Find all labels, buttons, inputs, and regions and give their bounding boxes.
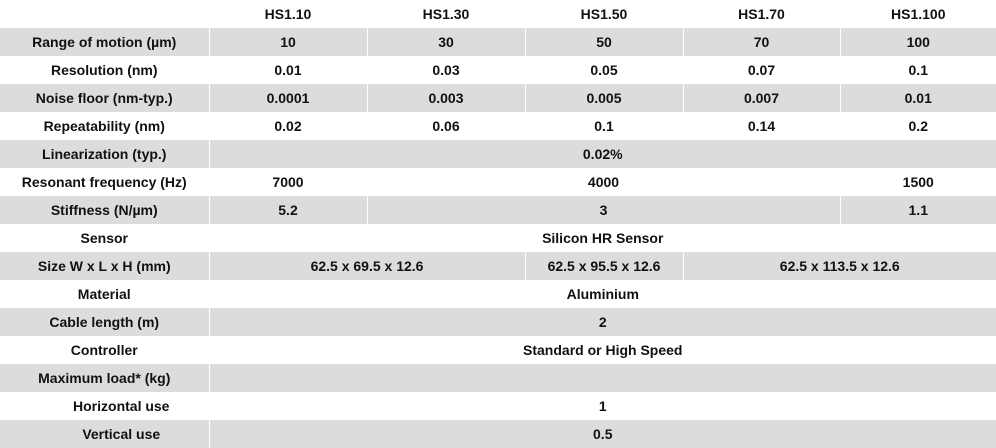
table-row-resonant-frequency bbox=[0, 168, 996, 196]
cell-sensor-all: Silicon HR Sensor bbox=[209, 224, 996, 252]
cell-controller-all: Standard or High Speed bbox=[209, 336, 996, 364]
model-header-hs1-70: HS1.70 bbox=[683, 0, 840, 28]
table-row-sensor bbox=[0, 224, 996, 252]
header-corner-cell bbox=[0, 0, 209, 28]
table-row-resolution bbox=[0, 56, 996, 84]
cell-size-hs1-10-30: 62.5 x 69.5 x 12.6 bbox=[209, 252, 525, 280]
cell-range-hs1-100: 100 bbox=[840, 28, 996, 56]
table-row-cable-length bbox=[0, 308, 996, 336]
cell-repeatability-hs1-70: 0.14 bbox=[683, 112, 840, 140]
table-row-repeatability bbox=[0, 112, 996, 140]
cell-stiffness-hs1-100: 1.1 bbox=[840, 196, 996, 224]
row-label-controller: Controller bbox=[70, 342, 138, 358]
row-label-vertical-use: Vertical use bbox=[0, 420, 209, 448]
cell-resolution-hs1-100: 0.1 bbox=[840, 56, 996, 84]
model-header-hs1-50: HS1.50 bbox=[525, 0, 683, 28]
table-row-material bbox=[0, 280, 996, 308]
cell-stiffness-hs1-10: 5.2 bbox=[209, 196, 367, 224]
row-label-range-of-motion: Range of motion (µm) bbox=[0, 28, 209, 56]
table-row-range-of-motion bbox=[0, 28, 996, 56]
row-label-horizontal-use: Horizontal use bbox=[73, 398, 170, 414]
cell-horizontal-use-all: 1 bbox=[209, 392, 996, 420]
row-label-size: Size W x L x H (mm) bbox=[0, 252, 209, 280]
row-label-noise-floor: Noise floor (nm-typ.) bbox=[0, 84, 209, 112]
cell-noise-hs1-30: 0.003 bbox=[367, 84, 525, 112]
cell-noise-hs1-70: 0.007 bbox=[683, 84, 840, 112]
table-row-vertical-use bbox=[0, 420, 996, 448]
table-row-controller bbox=[0, 336, 996, 364]
header-row bbox=[0, 0, 996, 28]
cell-repeatability-hs1-30: 0.06 bbox=[367, 112, 525, 140]
cell-repeatability-hs1-100: 0.2 bbox=[840, 112, 996, 140]
cell-resolution-hs1-30: 0.03 bbox=[367, 56, 525, 84]
table-row-stiffness bbox=[0, 196, 996, 224]
cell-size-hs1-50: 62.5 x 95.5 x 12.6 bbox=[525, 252, 683, 280]
cell-noise-hs1-50: 0.005 bbox=[525, 84, 683, 112]
row-label-linearization: Linearization (typ.) bbox=[0, 140, 209, 168]
cell-linearization-all: 0.02% bbox=[209, 140, 996, 168]
cell-resolution-hs1-70: 0.07 bbox=[683, 56, 840, 84]
cell-resolution-hs1-10: 0.01 bbox=[209, 56, 367, 84]
cell-stiffness-hs1-30-70: 3 bbox=[367, 196, 840, 224]
row-label-material: Material bbox=[77, 286, 131, 302]
cell-repeatability-hs1-50: 0.1 bbox=[525, 112, 683, 140]
cell-range-hs1-50: 50 bbox=[525, 28, 683, 56]
table-row-noise-floor bbox=[0, 84, 996, 112]
table-row-horizontal-use bbox=[0, 392, 996, 420]
row-label-resonant-frequency: Resonant frequency (Hz) bbox=[21, 174, 187, 190]
row-label-sensor: Sensor bbox=[80, 230, 128, 246]
cell-resolution-hs1-50: 0.05 bbox=[525, 56, 683, 84]
cell-size-hs1-70-100: 62.5 x 113.5 x 12.6 bbox=[683, 252, 996, 280]
cell-range-hs1-30: 30 bbox=[367, 28, 525, 56]
cell-cable-length-all: 2 bbox=[209, 308, 996, 336]
row-label-resolution: Resolution (nm) bbox=[50, 62, 158, 78]
cell-range-hs1-70: 70 bbox=[683, 28, 840, 56]
cell-resonant-hs1-10: 7000 bbox=[209, 168, 367, 196]
model-header-hs1-100: HS1.100 bbox=[840, 0, 996, 28]
table-row-maximum-load bbox=[0, 364, 996, 392]
table-row-size bbox=[0, 252, 996, 280]
cell-vertical-use-all: 0.5 bbox=[209, 420, 996, 448]
cell-material-all: Aluminium bbox=[209, 280, 996, 308]
model-header-hs1-10: HS1.10 bbox=[209, 0, 367, 28]
cell-resonant-hs1-100: 1500 bbox=[840, 168, 996, 196]
row-label-maximum-load: Maximum load* (kg) bbox=[0, 364, 209, 392]
model-header-hs1-30: HS1.30 bbox=[367, 0, 525, 28]
cell-resonant-hs1-30-70: 4000 bbox=[367, 168, 840, 196]
cell-noise-hs1-10: 0.0001 bbox=[209, 84, 367, 112]
cell-noise-hs1-100: 0.01 bbox=[840, 84, 996, 112]
cell-maximum-load-empty bbox=[209, 364, 996, 392]
row-label-stiffness: Stiffness (N/µm) bbox=[0, 196, 209, 224]
cell-repeatability-hs1-10: 0.02 bbox=[209, 112, 367, 140]
cell-range-hs1-10: 10 bbox=[209, 28, 367, 56]
row-label-repeatability: Repeatability (nm) bbox=[43, 118, 165, 134]
table-row-linearization bbox=[0, 140, 996, 168]
row-label-cable-length: Cable length (m) bbox=[0, 308, 209, 336]
